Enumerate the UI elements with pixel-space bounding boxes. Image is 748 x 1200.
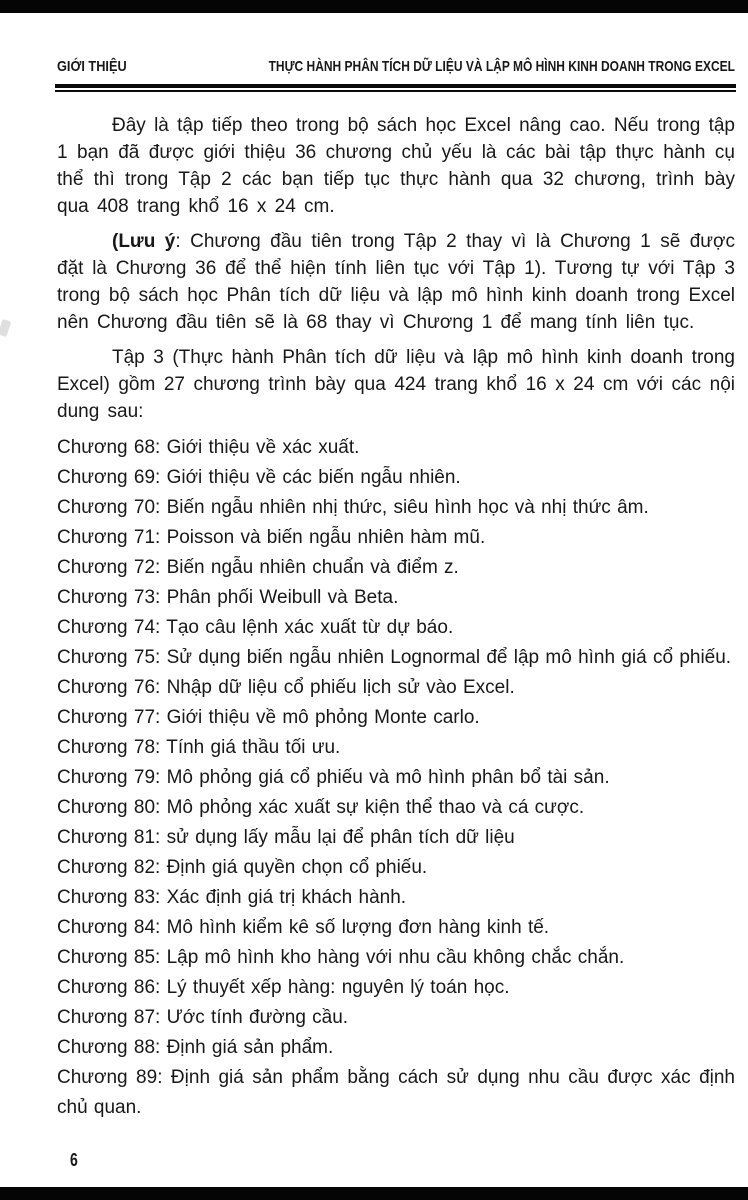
running-header xyxy=(57,58,735,75)
scan-edge-bottom xyxy=(0,1187,748,1200)
chapter-item: Chương 75: Sử dụng biến ngẫu nhiên Lognormal để lập mô hình giá cổ phiếu. xyxy=(57,647,732,668)
chapter-item: Chương 79: Mô phỏng giá cổ phiếu và mô hình phân bổ tài sản. xyxy=(57,767,610,788)
chapter-item: Chương 80: Mô phỏng xác xuất sự kiện thể thao và cá cược. xyxy=(57,797,585,818)
chapter-item: Chương 68: Giới thiệu về xác xuất. xyxy=(57,437,360,458)
scan-artifact xyxy=(0,319,11,337)
header-divider xyxy=(55,84,736,92)
chapter-item: Chương 77: Giới thiệu về mô phỏng Monte carlo. xyxy=(57,707,480,728)
page-body xyxy=(57,112,735,1123)
chapter-item: Chương 69: Giới thiệu về các biến ngẫu nhiên. xyxy=(57,467,461,488)
chapter-item: Chương 73: Phân phối Weibull và Beta. xyxy=(57,587,399,608)
chapter-item: Chương 87: Ước tính đường cầu. xyxy=(57,1007,349,1028)
chapter-item: Chương 85: Lập mô hình kho hàng với nhu cầu không chắc chắn. xyxy=(57,947,625,968)
chapter-item: Chương 86: Lý thuyết xếp hàng: nguyên lý toán học. xyxy=(57,977,510,998)
running-header-title: THỰC HÀNH PHÂN TÍCH DỮ LIỆU VÀ LẬP MÔ HÌNH KINH DOANH TRONG EXCEL xyxy=(268,58,735,75)
chapter-item: Chương 72: Biến ngẫu nhiên chuẩn và điểm z. xyxy=(57,557,459,578)
chapter-item: Chương 83: Xác định giá trị khách hành. xyxy=(57,887,407,908)
chapter-item: Chương 76: Nhập dữ liệu cổ phiếu lịch sử vào Excel. xyxy=(57,677,515,698)
scan-edge-top xyxy=(0,0,748,13)
paragraph-intro: Đây là tập tiếp theo trong bộ sách học Excel nâng cao. Nếu trong tập 1 bạn đã được giới thiệu 36 chương chủ yếu là các bài tập thực hành cụ thể thì trong Tập 2 các bạn tiếp tục thực hành qua 32 chương, trình bày qua 408 trang khổ 16 x 24 cm. xyxy=(57,115,735,217)
chapter-item: Chương 81: sử dụng lấy mẫu lại để phân tích dữ liệu xyxy=(57,827,515,848)
chapter-item: Chương 88: Định giá sản phẩm. xyxy=(57,1037,334,1058)
chapter-item: Chương 84: Mô hình kiểm kê số lượng đơn hàng kinh tế. xyxy=(57,917,550,938)
page-number: 6 xyxy=(70,1150,78,1170)
note-text: : Chương đầu tiên trong Tập 2 thay vì là Chương 1 sẽ được đặt là Chương 36 để thể hiện tính liên tục với Tập 1). Tương tự với Tập 3 trong bộ sách học Phân tích dữ liệu và lập mô hình kinh doanh trong Excel nên Chương đầu tiên sẽ là 68 thay vì Chương 1 để mang tính liên tục. xyxy=(57,231,735,333)
chapter-item: Chương 70: Biến ngẫu nhiên nhị thức, siêu hình học và nhị thức âm. xyxy=(57,497,649,518)
running-header-section: GIỚI THIỆU xyxy=(57,58,127,75)
note-label: (Lưu ý xyxy=(112,231,176,252)
chapter-item: Chương 78: Tính giá thầu tối ưu. xyxy=(57,737,341,758)
chapter-item: Chương 71: Poisson và biến ngẫu nhiên hàm mũ. xyxy=(57,527,486,548)
chapter-item: Chương 82: Định giá quyền chọn cổ phiếu. xyxy=(57,857,428,878)
chapter-item: Chương 89: Định giá sản phẩm bằng cách sử dụng nhu cầu được xác định chủ quan. xyxy=(57,1067,735,1118)
chapter-item: Chương 74: Tạo câu lệnh xác xuất từ dự báo. xyxy=(57,617,454,638)
paragraph-volume3: Tập 3 (Thực hành Phân tích dữ liệu và lập mô hình kinh doanh trong Excel) gồm 27 chương trình bày qua 424 trang khổ 16 x 24 cm với các nội dung sau: xyxy=(57,347,735,422)
chapter-list xyxy=(57,433,735,1123)
paragraph-note xyxy=(57,228,735,336)
